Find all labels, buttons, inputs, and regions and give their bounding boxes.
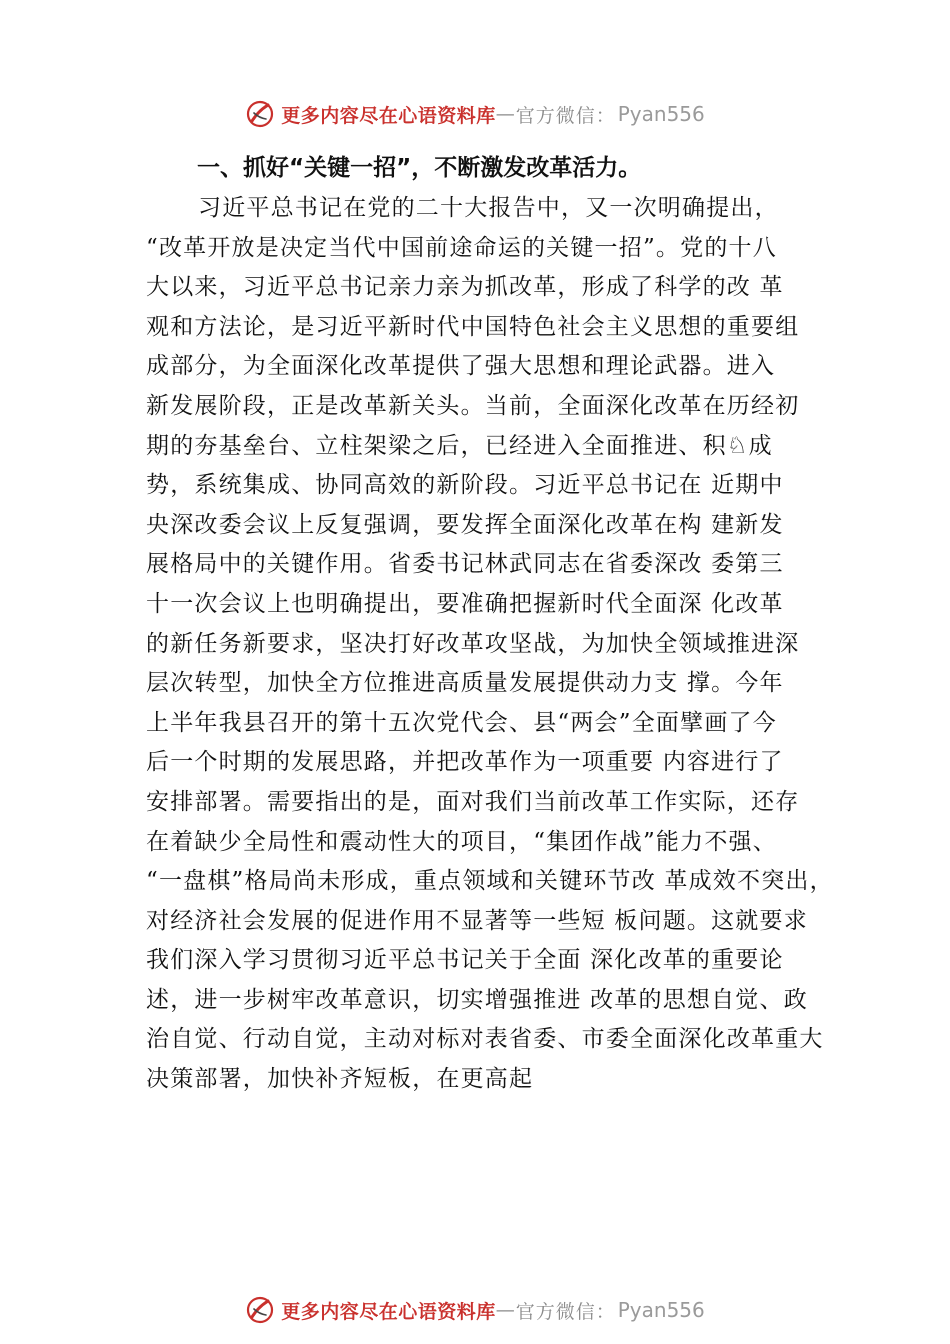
body-line: 新发展阶段，正是改革新关头。当前，全面深化改革在历经初 <box>146 392 800 419</box>
brush-logo-icon <box>245 1295 275 1325</box>
body-line: 期的夯基垒台、立柱架梁之后，已经进入全面推进、积♘成 <box>146 432 773 459</box>
watermark-wechat-label: 官方微信： <box>515 104 616 127</box>
top-watermark <box>0 94 950 134</box>
body-line: 央深改委会议上反复强调，要发挥全面深化改革在构 建新发 <box>146 511 784 538</box>
watermark-site-text: 更多内容尽在心语资料库 <box>281 1300 496 1323</box>
body-line: 观和方法论，是习近平新时代中国特色社会主义思想的重要组 <box>146 313 800 340</box>
body-line: 上半年我县召开的第十五次党代会、县“两会”全面擘画了今 <box>146 709 777 736</box>
watermark-wechat-label: 官方微信： <box>515 1300 616 1323</box>
body-line: 我们深入学习贯彻习近平总书记关于全面 深化改革的重要论 <box>146 947 784 974</box>
body-line: 后一个时期的发展思路，并把改革作为一项重要 内容进行了 <box>146 749 784 776</box>
body-line: “改革开放是决定当代中国前途命运的关键一招”。党的十八 <box>146 234 777 261</box>
section-heading: 一、抓好“关键一招”，不断激发改革活力。 <box>197 155 642 181</box>
body-line: 在着缺少全局性和震动性大的项目，“集团作战”能力不强、 <box>146 828 777 855</box>
body-line: 决策部署，加快补齐短板，在更高起 <box>146 1066 534 1093</box>
body-line: 治自觉、行动自觉，主动对标对表省委、市委全面深化改革重大 <box>146 1026 824 1053</box>
body-line: 势，系统集成、协同高效的新阶段。习近平总书记在 近期中 <box>146 472 784 499</box>
body-line: 述，进一步树牢改革意识，切实增强推进 改革的思想自觉、政 <box>146 986 808 1013</box>
body-line: “一盘棋”格局尚未形成，重点领域和关键环节改 革成效不突出， <box>146 868 834 895</box>
body-line: 成部分，为全面深化改革提供了强大思想和理论武器。进入 <box>146 353 776 380</box>
body-line: 的新任务新要求，坚决打好改革攻坚战，为加快全领域推进深 <box>146 630 800 657</box>
watermark-wechat-id: Pyan556 <box>617 102 705 126</box>
watermark-dash: — <box>495 1299 516 1321</box>
bottom-watermark <box>0 1290 950 1330</box>
body-paragraph <box>146 189 846 1100</box>
brush-logo-icon <box>245 99 275 129</box>
body-line: 大以来，习近平总书记亲力亲为抓改革，形成了科学的改 革 <box>146 274 784 301</box>
body-line: 展格局中的关键作用。省委书记林武同志在省委深改 委第三 <box>146 551 784 578</box>
body-line: 对经济社会发展的促进作用不显著等一些短 板问题。这就要求 <box>146 907 808 934</box>
body-line: 层次转型，加快全方位推进高质量发展提供动力支 撑。今年 <box>146 670 784 697</box>
body-line: 习近平总书记在党的二十大报告中，又一次明确提出， <box>198 195 779 221</box>
watermark-site-text: 更多内容尽在心语资料库 <box>281 104 496 127</box>
watermark-wechat-id: Pyan556 <box>617 1298 705 1322</box>
watermark-dash: — <box>495 103 516 125</box>
body-line: 十一次会议上也明确提出，要准确把握新时代全面深 化改革 <box>146 590 784 617</box>
body-line: 安排部署。需要指出的是，面对我们当前改革工作实际，还存 <box>146 788 800 815</box>
